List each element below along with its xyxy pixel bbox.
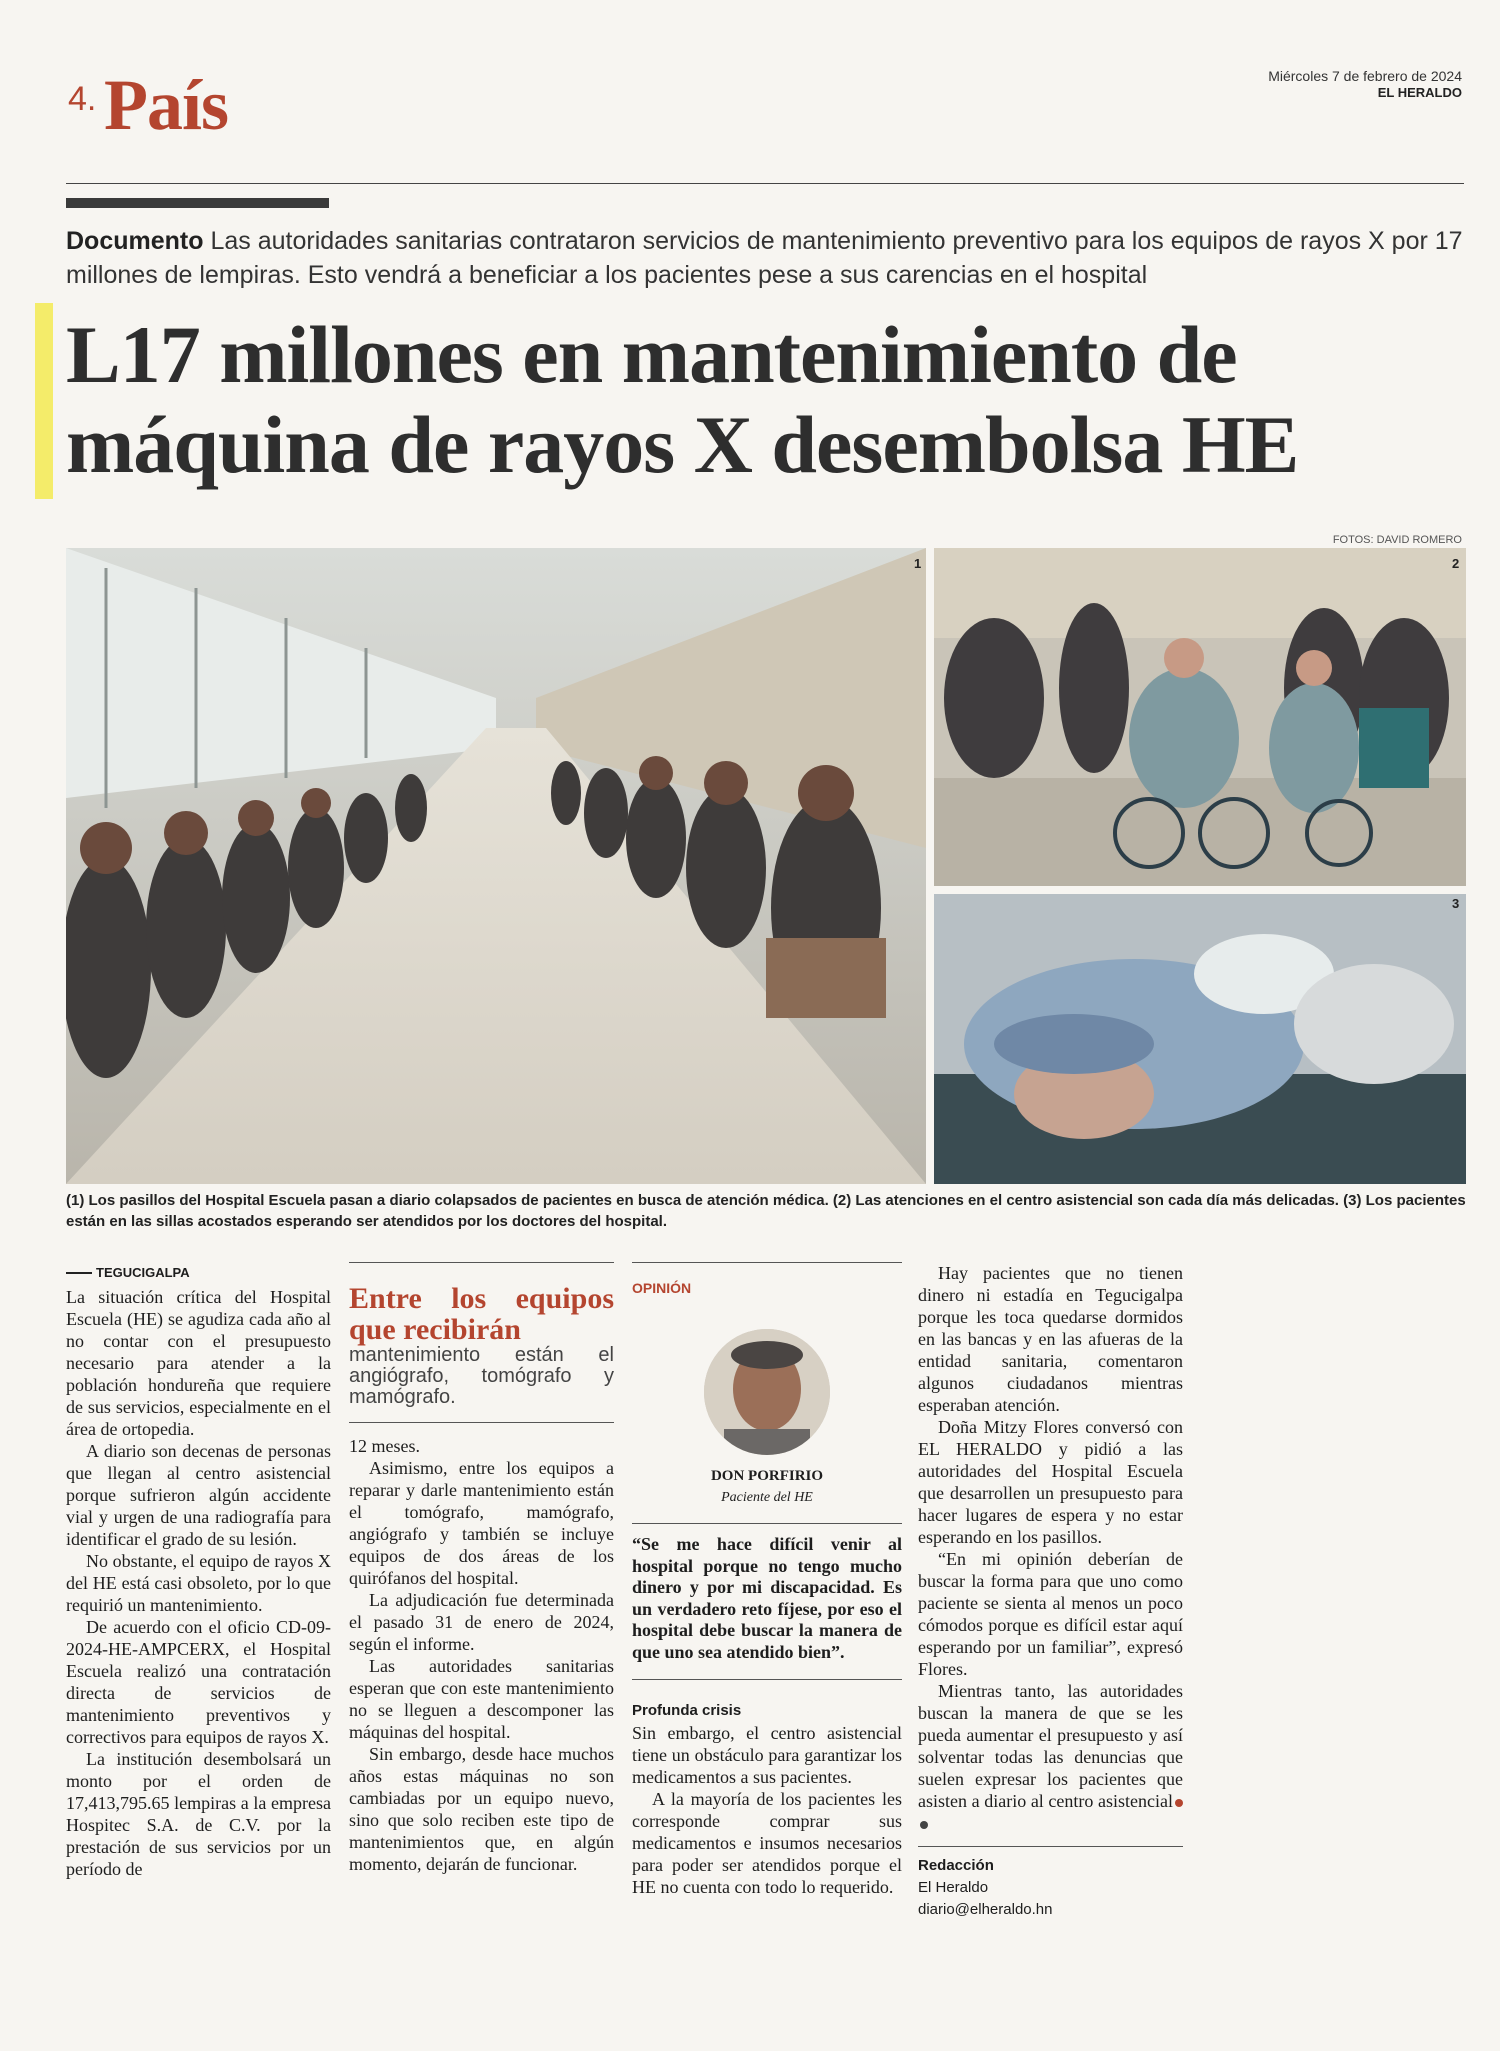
deck-label: Documento: [66, 227, 204, 255]
end-mark-icon: [1175, 1799, 1183, 1807]
paragraph: Sin embargo, desde hace muchos años estas máquinas no son cambiadas por un equipo nuevo, sino que solo reciben este tipo de mantenimientos que, en algún momento, dejarán de funcionar.: [349, 1744, 614, 1874]
paragraph: A diario son decenas de personas que llegan al centro asistencial porque sufrieron algún accidente vial y urgen de una radiografía para identificar el grado de su lesión.: [66, 1441, 331, 1549]
issue-date: Miércoles 7 de febrero de 2024: [1268, 68, 1462, 84]
wheelchairs-illustration: [934, 548, 1466, 886]
photo-wheelchairs: [934, 548, 1466, 886]
patient-illustration: [934, 894, 1466, 1184]
paragraph: Doña Mitzy Flores conversó con EL HERALDO y pidió a las autoridades del Hospital Escuela que desarrollen un presupuesto para hacer lugares de espera y no estar esperando en los pasillos.: [918, 1417, 1183, 1547]
sidebar-box-body: mantenimiento están el angiógrafo, tomógrafo y mamógrafo.: [349, 1344, 614, 1408]
dateline: TEGUCIGALPA: [96, 1265, 190, 1280]
sidebar-box-title: Entre los equipos que recibirán: [349, 1282, 614, 1346]
paragraph: [918, 1680, 1183, 1834]
article-column-1: [66, 1262, 331, 1880]
headline-highlight-bar: [35, 303, 53, 499]
paragraph: La institución desembolsará un monto por el orden de 17,413,795.65 lempiras a la empresa Hospitec S.A. de C.V. por la prestación de sus servicios por un período de: [66, 1749, 331, 1879]
header-rule: [66, 183, 1464, 184]
headline-line-2: máquina de rayos X desembolsa HE: [66, 399, 1299, 490]
section-rule: [66, 198, 329, 208]
dateline-rule: [66, 1272, 92, 1274]
opinion-rule-top: [632, 1262, 902, 1263]
hallway-illustration: [66, 548, 926, 1184]
paragraph: La adjudicación fue determinada el pasado 31 de enero de 2024, según el informe.: [349, 1590, 614, 1654]
paragraph: Hay pacientes que no tienen dinero ni estadía en Tegucigalpa porque les toca quedarse dormidos en las bancas y en las afueras de la entidad sanitaria, comentaron algunos ciudadanos mientras esperaban atención.: [918, 1263, 1183, 1415]
paragraph: No obstante, el equipo de rayos X del HE está casi obsoleto, por lo que requirió un mantenimiento.: [66, 1551, 331, 1615]
paragraph: “En mi opinión deberían de buscar la forma para que uno como paciente se sienta al menos un poco cómodos porque es difícil estar aquí esperando por un familiar”, expresó Flores.: [918, 1549, 1183, 1679]
photo-caption: (1) Los pasillos del Hospital Escuela pasan a diario colapsados de pacientes en busca de atención médica. (2) Las atenciones en el centro asistencial son cada día más delicadas. (3) Los pacientes están en las sillas acostados esperando ser atendidos por los doctores del hospital.: [66, 1192, 1466, 1230]
opinion-portrait: [704, 1329, 830, 1455]
opinion-rule-bottom: [632, 1679, 902, 1680]
photo-hallway: [66, 548, 926, 1184]
box-rule-top: [349, 1262, 614, 1263]
photo-number-2: 2: [1452, 556, 1460, 571]
box-rule-bottom: [349, 1422, 614, 1423]
opinion-quote: “Se me hace difícil venir al hospital porque no tengo mucho dinero y por mi discapacidad. Es un verdadero reto fíjese, por eso el hospital debe buscar la manera de que uno sea atendido bien”.: [632, 1534, 902, 1662]
credit-email: diario@elheraldo.hn: [918, 1901, 1053, 1918]
paragraph: Asimismo, entre los equipos a reparar y darle mantenimiento están el tomógrafo, mamógrafo, angiógrafo y también se incluye equipos de dos áreas de los quirófanos del hospital.: [349, 1458, 614, 1588]
credit-rule: [918, 1846, 1183, 1847]
opinion-role: Paciente del HE: [721, 1490, 813, 1505]
photo-patient: [934, 894, 1466, 1184]
credit-label: Redacción: [918, 1857, 994, 1874]
paragraph: A la mayoría de los pacientes les corresponde comprar sus medicamentos e insumos necesarios para poder ser atendidos porque el HE no cuenta con todo lo requerido.: [632, 1789, 902, 1897]
opinion-rule-middle: [632, 1523, 902, 1524]
paragraph: De acuerdo con el oficio CD-09-2024-HE-AMPCERX, el Hospital Escuela realizó una contratación directa de servicios de mantenimiento preventivos y correctivos para equipos de rayos X.: [66, 1617, 331, 1747]
paragraph: Sin embargo, el centro asistencial tiene un obstáculo para garantizar los medicamentos a sus pacientes.: [632, 1723, 902, 1787]
credit-name: El Heraldo: [918, 1879, 989, 1896]
article-deck: [66, 224, 1466, 292]
paragraph: Las autoridades sanitarias esperan que con este mantenimiento no se lleguen a descomponer las máquinas del hospital.: [349, 1656, 614, 1742]
opinion-column: [632, 1262, 902, 1898]
opinion-name: DON PORFIRIO: [710, 1468, 824, 1484]
photo-number-1: 1: [914, 556, 922, 571]
paragraph: La situación crítica del Hospital Escuela (HE) se agudiza cada año al no contar con el presupuesto necesario para atender a la población hondureña que requiere de sus servicios, especialmente en el área de ortopedia.: [66, 1287, 331, 1439]
article-column-2: [349, 1262, 614, 1875]
paragraph: 12 meses.: [349, 1436, 420, 1456]
closing-paragraph-text: Mientras tanto, las autoridades buscan la manera de que se les pueda aumentar el presupuesto y así solventar todas las denuncias que suelen expresar los pacientes que asisten a diario al centro asistencial: [918, 1681, 1183, 1811]
article-column-4: [918, 1262, 1183, 1921]
end-mark-icon: [920, 1821, 928, 1829]
opinion-label: OPINIÓN: [632, 1280, 692, 1296]
newspaper-name: EL HERALDO: [1377, 85, 1462, 100]
headline-line-1: L17 millones en mantenimiento de: [66, 309, 1237, 400]
photo-credit: FOTOS: DAVID ROMERO: [1332, 534, 1462, 546]
page-number: 4.: [68, 80, 97, 118]
photo-number-3: 3: [1452, 896, 1460, 911]
subheading: Profunda crisis: [632, 1702, 742, 1719]
deck-text: Las autoridades sanitarias contrataron servicios de mantenimiento preventivo para los equipos de rayos X por 17 millones de lempiras. Esto vendrá a beneficiar a los pacientes pese a sus carencias en el hospital: [66, 227, 1463, 289]
section-title: País: [104, 65, 229, 145]
portrait-illustration: [704, 1329, 830, 1455]
article-headline: [66, 310, 1486, 490]
